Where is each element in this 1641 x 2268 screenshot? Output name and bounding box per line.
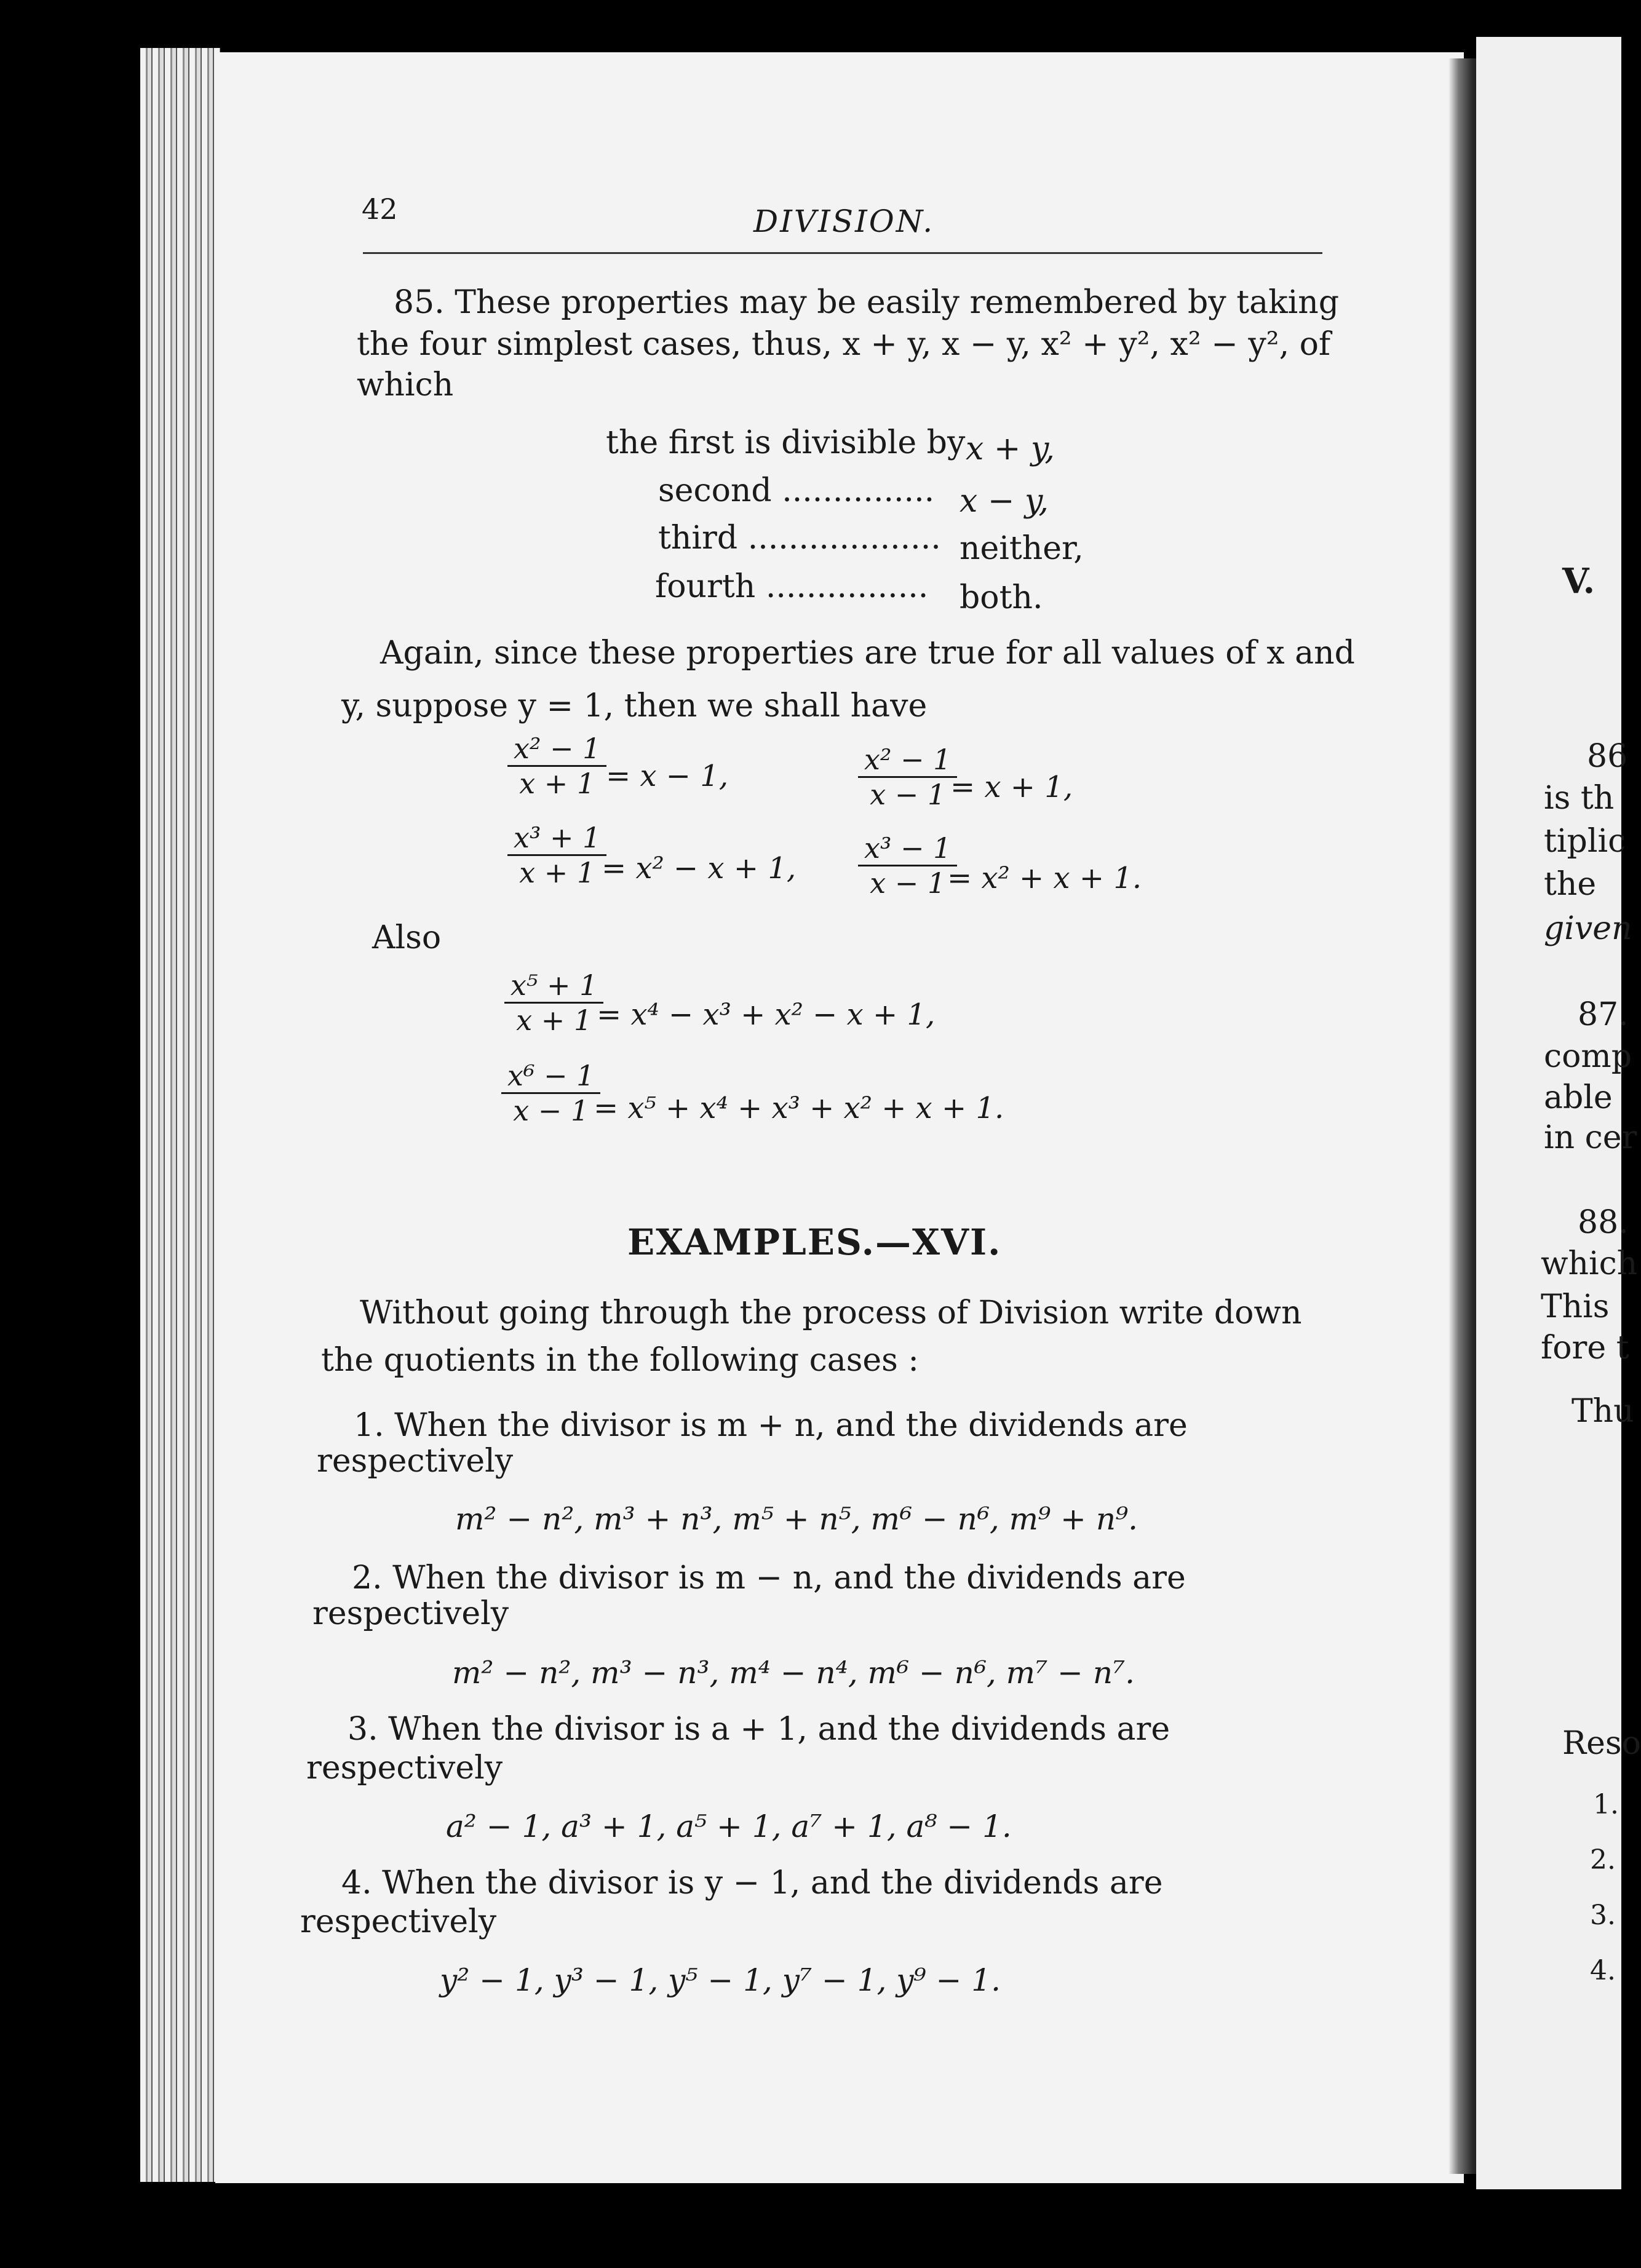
facing-fragment: Reso xyxy=(1562,1725,1641,1762)
equation-rhs: = x + 1, xyxy=(950,770,1073,804)
header-rule xyxy=(363,252,1322,254)
facing-fragment: is th xyxy=(1544,780,1615,817)
page-number: 42 xyxy=(362,192,398,226)
facing-fragment: This xyxy=(1541,1288,1610,1325)
list-item-label: second ............... xyxy=(658,472,935,509)
fraction-denominator: x + 1 xyxy=(519,856,595,889)
facing-fragment: 2. xyxy=(1590,1844,1616,1876)
fraction xyxy=(507,732,606,800)
para-85-line-3: which xyxy=(357,367,454,403)
example-4-line-1: 4. When the divisor is y − 1, and the dividends are xyxy=(341,1865,1163,1901)
example-2-dividends: m² − n², m³ − n³, m⁴ − n⁴, m⁶ − n⁶, m⁷ − n⁷. xyxy=(452,1655,1135,1691)
facing-fragment: tiplic xyxy=(1544,823,1626,860)
facing-fragment: 3. xyxy=(1590,1900,1616,1931)
list-item-label: fourth ................ xyxy=(655,568,929,605)
example-4-dividends: y² − 1, y³ − 1, y⁵ − 1, y⁷ − 1, y⁹ − 1. xyxy=(440,1962,1001,1998)
also-label: Also xyxy=(372,919,442,956)
examples-intro-line-1: Without going through the process of Division write down xyxy=(360,1295,1302,1331)
facing-fragment: 1. xyxy=(1593,1789,1619,1820)
fraction-denominator: x − 1 xyxy=(513,1094,589,1127)
facing-fragment: which xyxy=(1541,1245,1638,1282)
running-title: DIVISION. xyxy=(753,204,935,239)
fraction-numerator: x³ + 1 xyxy=(507,821,606,856)
fraction-denominator: x + 1 xyxy=(519,767,595,800)
facing-fragment: 87. xyxy=(1578,996,1629,1033)
fraction-numerator: x² − 1 xyxy=(507,732,606,767)
example-2-line-1: 2. When the divisor is m − n, and the dividends are xyxy=(352,1560,1186,1596)
equation-rhs: = x⁵ + x⁴ + x³ + x² + x + 1. xyxy=(594,1091,1004,1125)
facing-fragment: 4. xyxy=(1590,1955,1616,1986)
fraction-numerator: x⁶ − 1 xyxy=(501,1059,600,1094)
again-line-2: y, suppose y = 1, then we shall have xyxy=(341,688,928,724)
fraction xyxy=(507,821,606,889)
list-item-value: both. xyxy=(960,579,1043,616)
examples-heading: EXAMPLES.—XVI. xyxy=(627,1221,1002,1263)
fraction xyxy=(858,831,957,900)
fraction xyxy=(504,969,603,1037)
facing-fragment: in cer xyxy=(1544,1119,1637,1156)
fraction-numerator: x³ − 1 xyxy=(858,831,957,866)
list-item-value: x − y, xyxy=(960,483,1049,520)
example-3-dividends: a² − 1, a³ + 1, a⁵ + 1, a⁷ + 1, a⁸ − 1. xyxy=(446,1809,1012,1844)
fraction-denominator: x + 1 xyxy=(516,1004,592,1037)
book-page-edges xyxy=(140,48,220,2182)
example-1-line-1: 1. When the divisor is m + n, and the dividends are xyxy=(354,1407,1188,1444)
para-85-line-2: the four simplest cases, thus, x + y, x − y, x² + y², x² − y², of xyxy=(357,326,1331,363)
example-3-line-2: respectively xyxy=(306,1750,503,1786)
para-85-line-1: 85. These properties may be easily remembered by taking xyxy=(394,284,1340,321)
facing-fragment: 86 xyxy=(1587,738,1628,775)
list-item-value: x + y, xyxy=(966,430,1055,467)
equation-rhs: = x² − x + 1, xyxy=(602,851,797,886)
example-1-dividends: m² − n², m³ + n³, m⁵ + n⁵, m⁶ − n⁶, m⁹ + n⁹. xyxy=(455,1501,1138,1537)
facing-fragment: fore t xyxy=(1541,1330,1629,1366)
example-4-line-2: respectively xyxy=(300,1903,497,1940)
facing-fragment: Thu xyxy=(1571,1393,1634,1430)
again-line-1: Again, since these properties are true for all values of x and xyxy=(380,635,1355,672)
equation-rhs: = x − 1, xyxy=(606,759,729,793)
example-1-line-2: respectively xyxy=(317,1443,514,1480)
fraction-denominator: x − 1 xyxy=(870,866,946,900)
list-item-label: third ................... xyxy=(658,520,941,557)
facing-fragment: 88. xyxy=(1578,1204,1629,1241)
fraction-denominator: x − 1 xyxy=(870,778,946,811)
facing-fragment: given xyxy=(1544,910,1632,947)
facing-fragment: able xyxy=(1544,1079,1613,1116)
equation-rhs: = x² + x + 1. xyxy=(947,861,1142,895)
fraction xyxy=(858,743,957,811)
equation-rhs: = x⁴ − x³ + x² − x + 1, xyxy=(597,997,936,1032)
facing-fragment: comp xyxy=(1544,1038,1632,1075)
example-2-line-2: respectively xyxy=(312,1595,509,1632)
facing-fragment: V. xyxy=(1562,561,1595,601)
list-item-value: neither, xyxy=(960,530,1084,567)
fraction-numerator: x⁵ + 1 xyxy=(504,969,603,1004)
examples-intro-line-2: the quotients in the following cases : xyxy=(321,1342,919,1379)
fraction xyxy=(501,1059,600,1127)
example-3-line-1: 3. When the divisor is a + 1, and the dividends are xyxy=(348,1711,1170,1748)
fraction-numerator: x² − 1 xyxy=(858,743,957,778)
facing-fragment: the xyxy=(1544,866,1597,903)
list-item-label: the first is divisible by xyxy=(606,424,966,461)
